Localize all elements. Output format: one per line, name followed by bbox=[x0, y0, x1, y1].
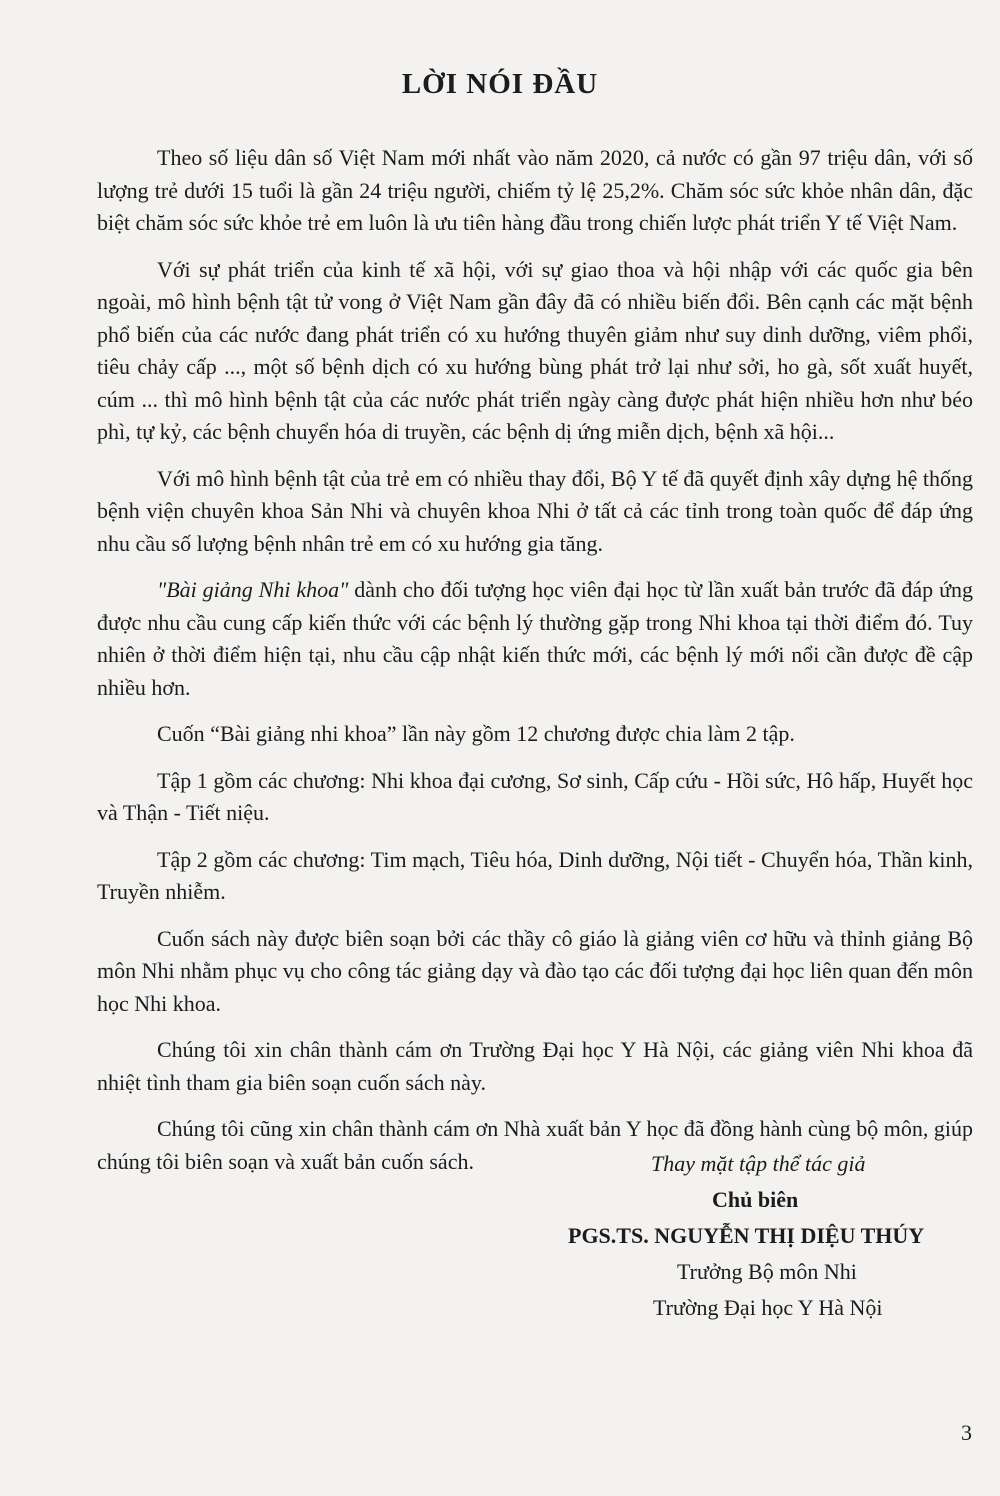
page-number: 3 bbox=[961, 1420, 972, 1445]
page-title: LỜI NÓI ĐẦU bbox=[401, 68, 599, 100]
signature-on-behalf: Thay mặt tập thể tác giả bbox=[651, 1151, 866, 1176]
signature-block bbox=[540, 1146, 1000, 1326]
paragraph-9: Chúng tôi xin chân thành cám ơn Trường Đại học Y Hà Nội, các giảng viên Nhi khoa đã nhiệt tình tham gia biên soạn cuốn sách này. bbox=[97, 1037, 973, 1095]
paragraph-4 bbox=[97, 574, 973, 704]
paragraph-2: Với sự phát triển của kinh tế xã hội, với sự giao thoa và hội nhập với các quốc gia bên ngoài, mô hình bệnh tật tử vong ở Việt Nam gần đây đã có nhiều biến đổi. Bên cạnh các mặt bệnh phổ biến của các nước đang phát triển có xu hướng thuyên giảm như suy dinh dưỡng, viêm phổi, tiêu chảy cấp ..., một số bệnh dịch có xu hướng bùng phát trở lại như sởi, ho gà, sốt xuất huyết, cúm ... thì mô hình bệnh tật của các nước phát triển ngày càng được phát hiện nhiều hơn như béo phì, tự kỷ, các bệnh chuyển hóa di truyền, các bệnh dị ứng miễn dịch, bệnh xã hội... bbox=[97, 256, 973, 444]
signature-role: Chủ biên bbox=[712, 1187, 799, 1212]
paragraph-8: Cuốn sách này được biên soạn bởi các thầy cô giáo là giảng viên cơ hữu và thỉnh giảng Bộ môn Nhi nhằm phục vụ cho công tác giảng dạy và đào tạo các đối tượng đại học liên quan đến môn học Nhi khoa. bbox=[97, 925, 973, 1016]
paragraph-7: Tập 2 gồm các chương: Tim mạch, Tiêu hóa, Dinh dưỡng, Nội tiết - Chuyển hóa, Thần kinh, Truyền nhiễm. bbox=[97, 846, 973, 904]
preface-body bbox=[97, 142, 973, 1192]
paragraph-10: Chúng tôi cũng xin chân thành cám ơn Nhà xuất bản Y học đã đồng hành cùng bộ môn, giúp chúng tôi biên soạn và xuất bản cuốn sách. bbox=[97, 1116, 973, 1174]
signature-department: Trưởng Bộ môn Nhi bbox=[677, 1259, 857, 1284]
signature-school: Trường Đại học Y Hà Nội bbox=[653, 1295, 883, 1320]
paragraph-5: Cuốn “Bài giảng nhi khoa” lần này gồm 12 chương được chia làm 2 tập. bbox=[157, 721, 795, 746]
book-title-italic: "Bài giảng Nhi khoa" bbox=[157, 577, 349, 602]
signature-name: PGS.TS. NGUYỄN THỊ DIỆU THÚY bbox=[568, 1223, 925, 1248]
paragraph-3: Với mô hình bệnh tật của trẻ em có nhiều thay đổi, Bộ Y tế đã quyết định xây dựng hệ thống bệnh viện chuyên khoa Sản Nhi và chuyên khoa Nhi ở tất cả các tỉnh trong toàn quốc để đáp ứng nhu cầu số lượng bệnh nhân trẻ em có xu hướng gia tăng. bbox=[97, 465, 973, 556]
paragraph-4-text: dành cho đối tượng học viên đại học từ lần xuất bản trước đã đáp ứng được nhu cầu cung cấp kiến thức với các bệnh lý thường gặp trong Nhi khoa tại thời điểm đó. Tuy nhiên ở thời điểm hiện tại, nhu cầu cập nhật kiến thức mới, các bệnh lý mới nổi cần được đề cập nhiều hơn. bbox=[97, 577, 973, 700]
paragraph-1: Theo số liệu dân số Việt Nam mới nhất vào năm 2020, cả nước có gần 97 triệu dân, với số lượng trẻ dưới 15 tuổi là gần 24 triệu người, chiếm tỷ lệ 25,2%. Chăm sóc sức khỏe nhân dân, đặc biệt chăm sóc sức khỏe trẻ em luôn là ưu tiên hàng đầu trong chiến lược phát triển Y tế Việt Nam. bbox=[97, 145, 973, 235]
paragraph-6: Tập 1 gồm các chương: Nhi khoa đại cương, Sơ sinh, Cấp cứu - Hồi sức, Hô hấp, Huyết học và Thận - Tiết niệu. bbox=[97, 767, 973, 825]
